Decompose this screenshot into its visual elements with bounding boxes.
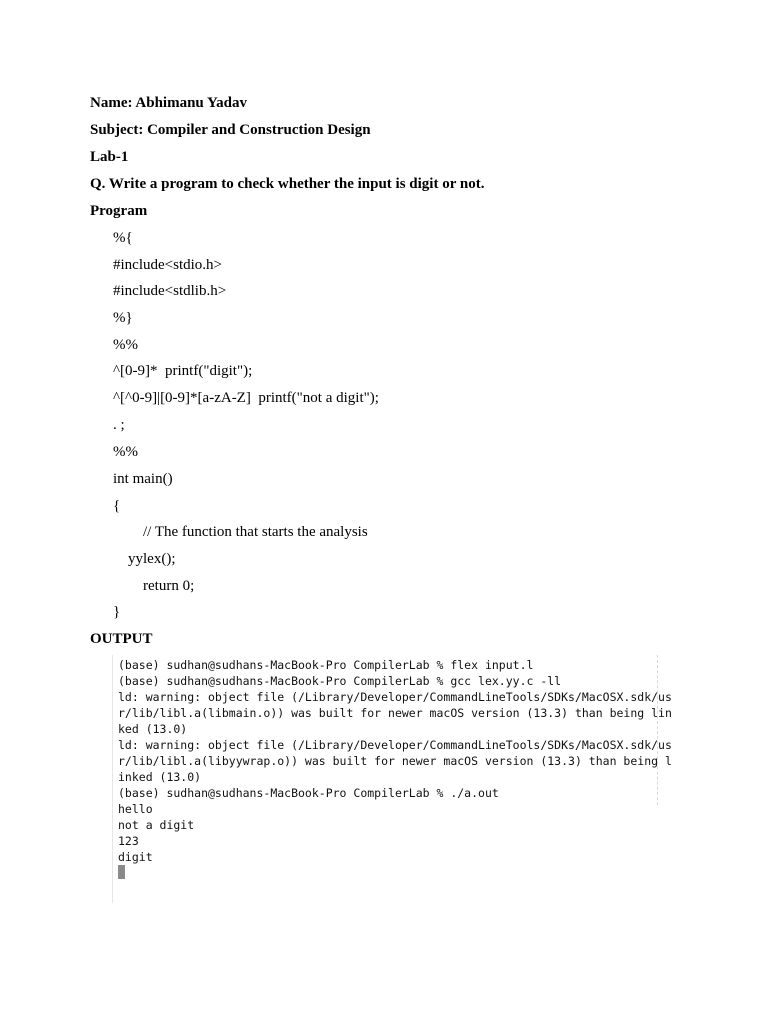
terminal-line: r/lib/libl.a(libmain.o)) was built for newer macOS version (13.3) than being lin	[118, 706, 672, 720]
terminal-line: digit	[118, 850, 153, 864]
terminal-line: not a digit	[118, 818, 195, 832]
code-line: }	[113, 604, 121, 620]
code-line: ^[0-9]* printf("digit");	[113, 363, 253, 379]
lab-title: Lab-1	[90, 149, 129, 165]
code-line: ^[^0-9]|[0-9]*[a-zA-Z] printf("not a digit");	[113, 390, 379, 406]
code-line: . ;	[113, 417, 125, 433]
code-line: #include<stdio.h>	[113, 257, 222, 273]
terminal-line: ked (13.0)	[118, 722, 188, 736]
terminal-line: hello	[118, 802, 153, 816]
terminal-line: (base) sudhan@sudhans-MacBook-Pro CompilerLab % ./a.out	[118, 786, 499, 800]
subject-line: Subject: Compiler and Construction Design	[90, 122, 371, 138]
code-line: %%	[113, 337, 138, 353]
code-line: #include<stdlib.h>	[113, 283, 227, 299]
student-name: Name: Abhimanu Yadav	[90, 95, 247, 111]
terminal-line: 123	[118, 834, 139, 848]
terminal-screenshot	[112, 655, 672, 903]
output-heading: OUTPUT	[90, 631, 153, 647]
program-heading: Program	[90, 203, 148, 219]
code-line: int main()	[113, 471, 173, 487]
code-line: yylex();	[128, 551, 176, 567]
terminal-line: (base) sudhan@sudhans-MacBook-Pro CompilerLab % gcc lex.yy.c -ll	[118, 674, 562, 688]
terminal-line: (base) sudhan@sudhans-MacBook-Pro CompilerLab % flex input.l	[118, 658, 534, 672]
terminal-line: ld: warning: object file (/Library/Developer/CommandLineTools/SDKs/MacOSX.sdk/us	[118, 690, 672, 704]
terminal-line: inked (13.0)	[118, 770, 202, 784]
code-line: return 0;	[143, 578, 195, 594]
terminal-line: ld: warning: object file (/Library/Developer/CommandLineTools/SDKs/MacOSX.sdk/us	[118, 738, 672, 752]
terminal-edge	[656, 655, 658, 805]
code-line: %%	[113, 444, 138, 460]
terminal-cursor	[118, 865, 125, 879]
code-comment: // The function that starts the analysis	[143, 524, 368, 540]
code-line: %{	[113, 230, 133, 246]
question-text: Q. Write a program to check whether the input is digit or not.	[90, 176, 485, 192]
code-line: {	[113, 498, 121, 514]
terminal-line: r/lib/libl.a(libyywrap.o)) was built for newer macOS version (13.3) than being l	[118, 754, 672, 768]
code-line: %}	[113, 310, 133, 326]
